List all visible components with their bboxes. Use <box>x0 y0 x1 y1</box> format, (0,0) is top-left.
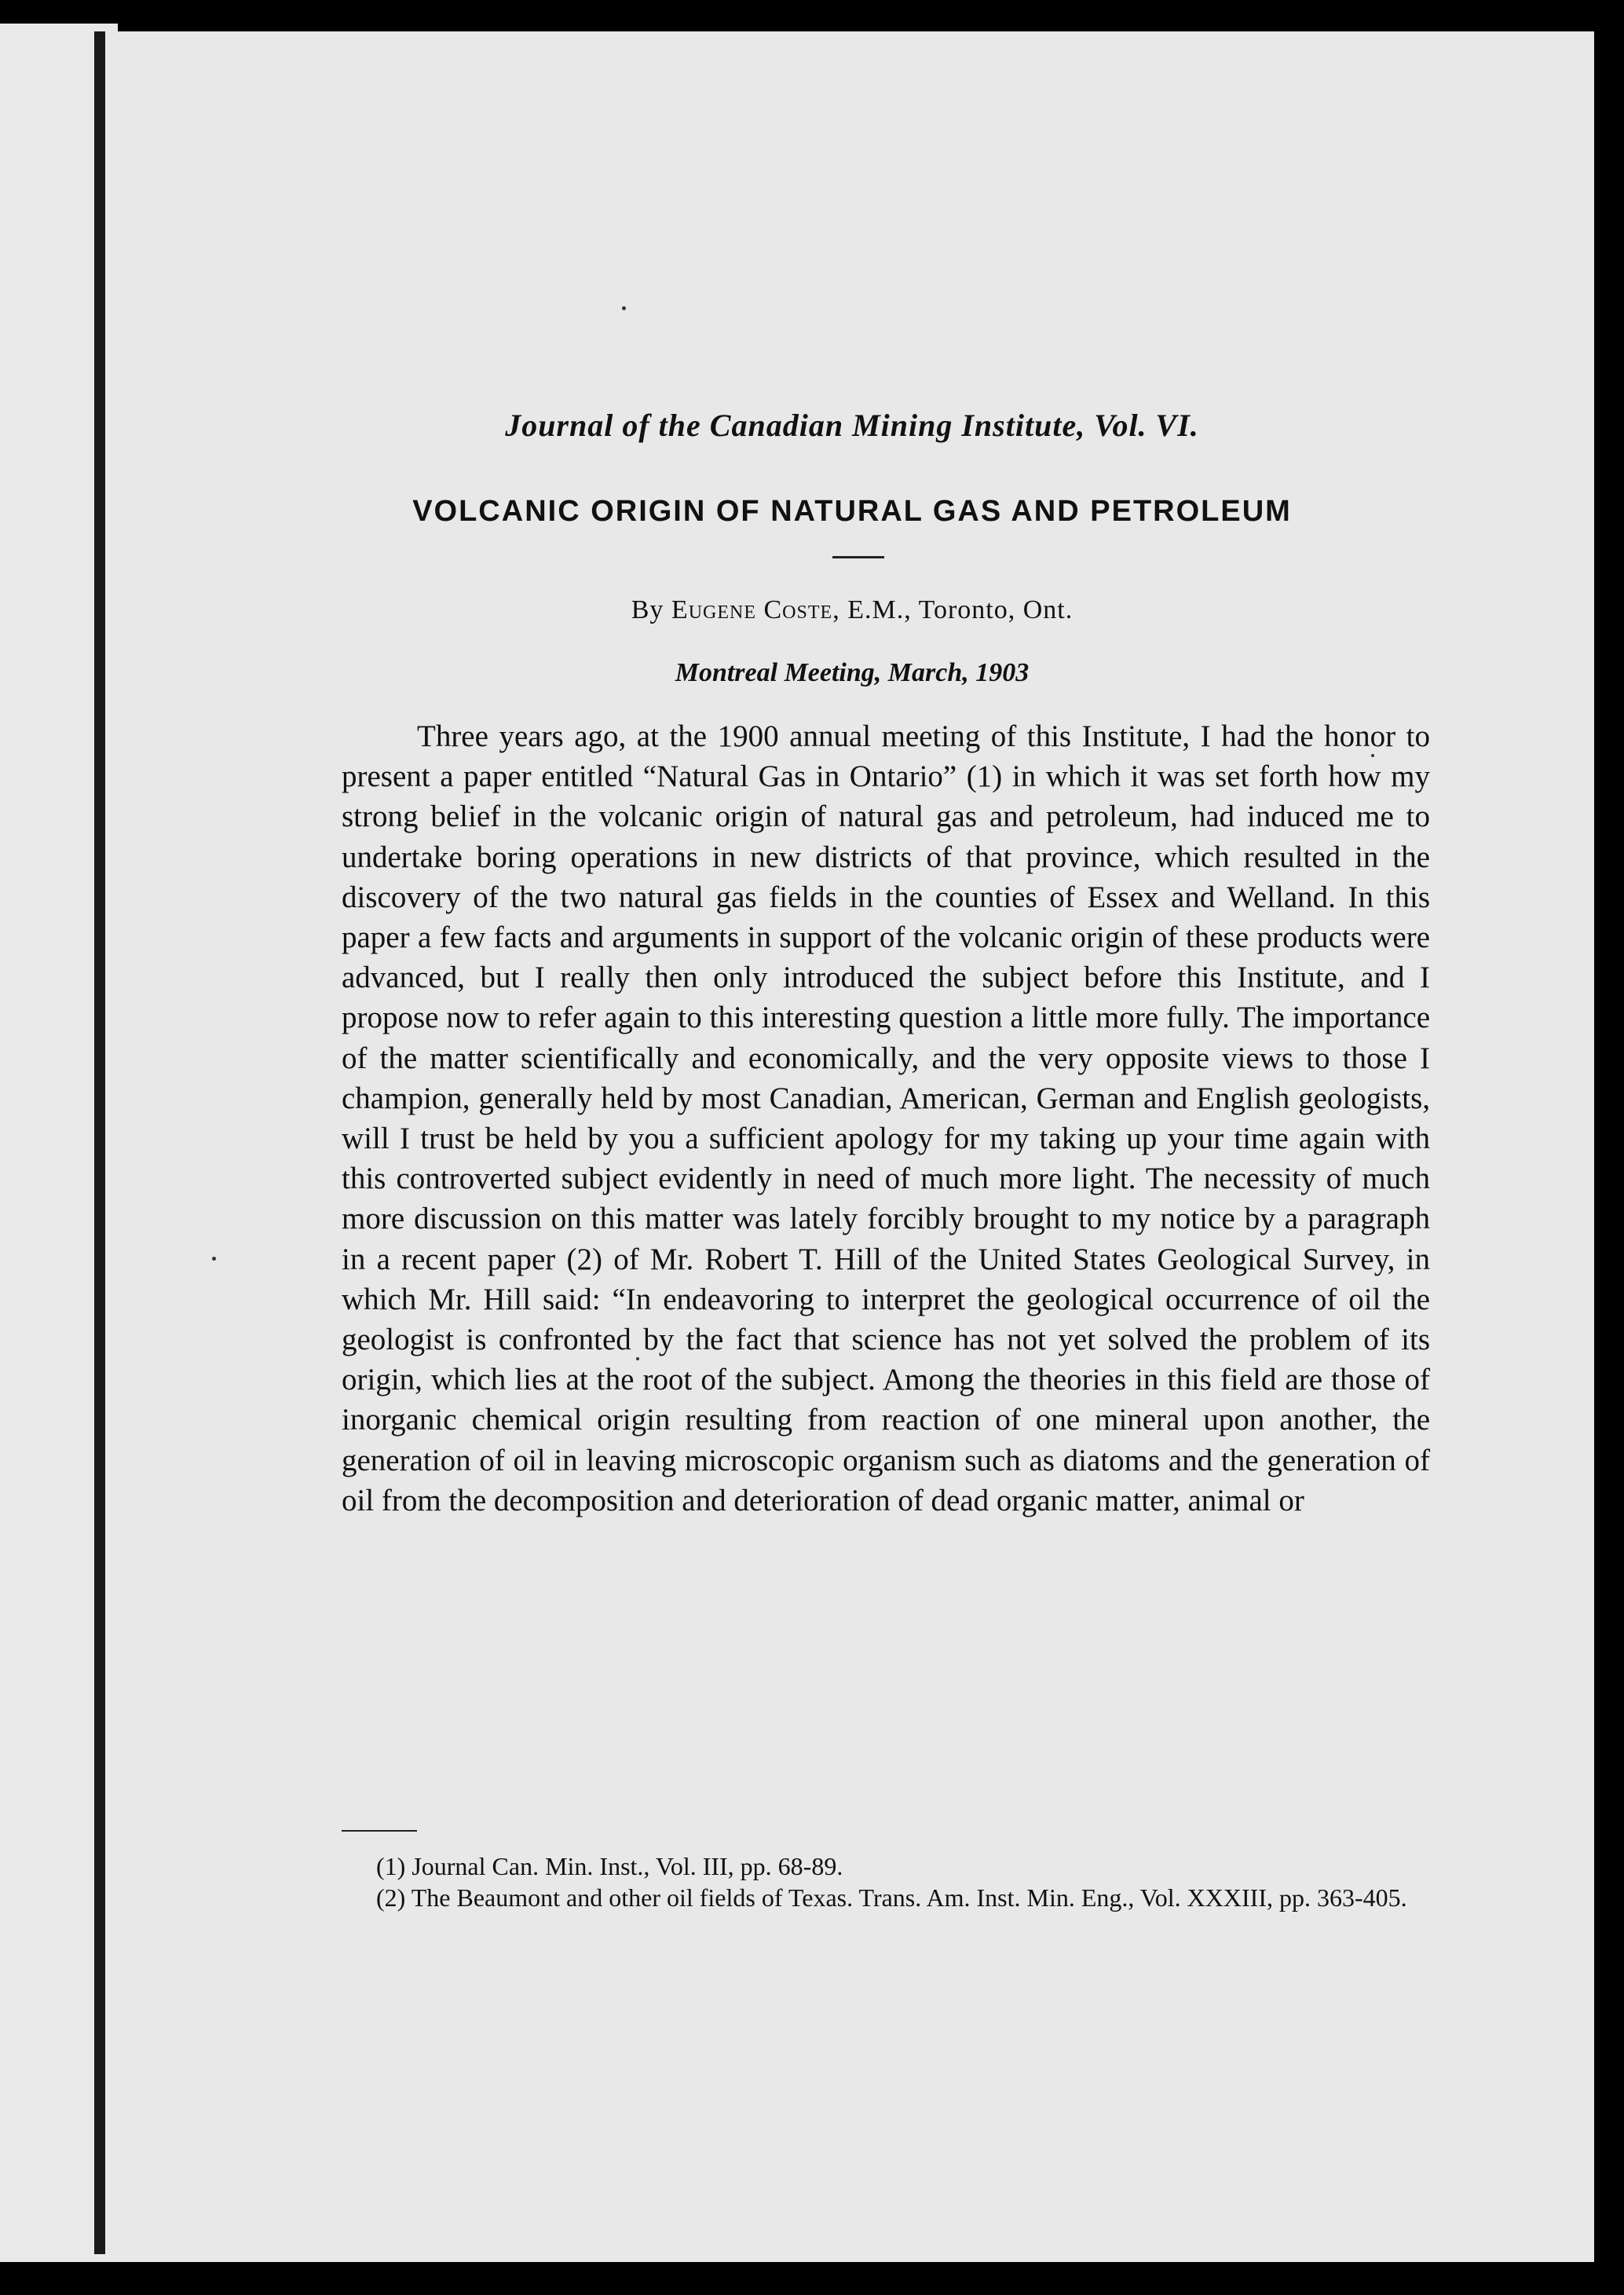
author-byline <box>110 595 1594 625</box>
scan-speck <box>622 306 626 310</box>
book-spine-shadow <box>94 31 105 2254</box>
footnote-2: (2) The Beaumont and other oil fields of Texas. Trans. Am. Inst. Min. Eng., Vol. XXXIII, pp. 363-405. <box>376 1883 1407 1912</box>
footnote-divider <box>342 1830 417 1832</box>
body-paragraph: Three years ago, at the 1900 annual meeting of this Institute, I had the honor to present a paper entitled “Natural Gas in Ontario” (1) in which it was set forth how my strong belief in the volcanic origin of natural gas and petroleum, had induced me to undertake boring operations in new districts of that province, which resulted in the discovery of the two natural gas fields in the counties of Essex and Welland. In this paper a few facts and arguments in support of the volcanic origin of these products were advanced, but I really then only introduced the subject before this Institute, and I propose now to refer again to this interesting question a little more fully. The importance of the matter scientifically and economically, and the very opposite views to those I champion, generally held by most Canadian, American, German and English geologists, will I trust be held by you a sufficient apology for my taking up your time again with this controverted subject evidently in need of much more light. The necessity of much more discussion on this matter was lately forcibly brought to my notice by a paragraph in a recent paper (2) of Mr. Robert T. Hill of the United States Geological Survey, in which Mr. Hill said: “In endeavoring to interpret the geological occurrence of oil the geologist is confronted by the fact that science has not yet solved the problem of its origin, which lies at the root of the subject. Among the theories in this field are those of inorganic chemical origin resulting from reaction of one mineral upon another, the generation of oil in leaving microscopic organism such as diatoms and the generation of oil from the decomposition and deterioration of dead organic matter, animal or <box>342 719 1430 1517</box>
document-page <box>110 31 1594 2262</box>
byline-prefix: By <box>631 595 664 624</box>
scan-speck <box>1371 754 1374 757</box>
title-divider <box>832 556 884 558</box>
scan-speck <box>636 1357 639 1360</box>
footnotes <box>334 1850 1433 1913</box>
author-credentials: , E.M., Toronto, Ont. <box>832 595 1074 624</box>
article-title: VOLCANIC ORIGIN OF NATURAL GAS AND PETROLEUM <box>412 495 1292 528</box>
journal-header: Journal of the Canadian Mining Institute, Vol. VI. <box>505 408 1199 443</box>
meeting-line: Montreal Meeting, March, 1903 <box>675 658 1030 687</box>
footnote-1: (1) Journal Can. Min. Inst., Vol. III, pp. 68-89. <box>376 1852 843 1880</box>
scan-speck <box>212 1257 216 1261</box>
author-name: Eugene Coste <box>671 595 833 624</box>
